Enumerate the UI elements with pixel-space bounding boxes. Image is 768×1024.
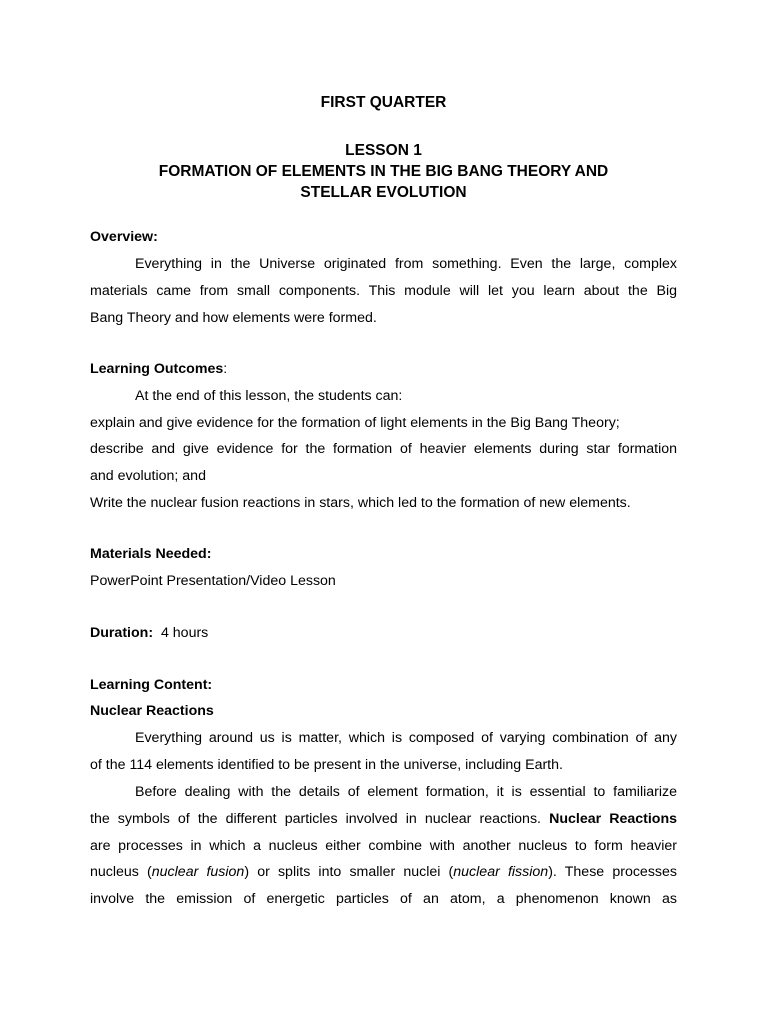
- nuclear-fission-term: nuclear fission: [453, 864, 549, 880]
- outcome-item-1: explain and give evidence for the formation of light elements in the Big Bang Theory;: [90, 415, 620, 431]
- materials-heading: Materials Needed:: [90, 546, 212, 562]
- lesson-title-line-2: STELLAR EVOLUTION: [300, 184, 467, 201]
- overview-heading: Overview:: [90, 229, 158, 245]
- content-p2-line-5: involve the emission of energetic particles of an atom, a phenomenon known as: [90, 891, 677, 907]
- outcomes-heading-colon: :: [223, 361, 228, 377]
- nuclear-fusion-term: nuclear fusion: [151, 864, 245, 880]
- outcome-item-3: Write the nuclear fusion reactions in stars, which led to the formation of new elements.: [90, 495, 631, 511]
- overview-line-3: Bang Theory and how elements were formed.: [90, 310, 377, 326]
- lesson-number: LESSON 1: [345, 142, 422, 159]
- content-p1-line-1: Everything around us is matter, which is composed of varying combination of any: [135, 730, 677, 746]
- nuclear-reactions-term: Nuclear Reactions: [549, 811, 678, 827]
- content-p2-line-1: Before dealing with the details of element formation, it is essential to familiarize: [135, 784, 677, 800]
- duration-row: [90, 623, 677, 643]
- lesson-title-line-1: FORMATION OF ELEMENTS IN THE BIG BANG THEORY AND: [158, 163, 609, 180]
- outcomes-intro: At the end of this lesson, the students can:: [135, 388, 403, 404]
- quarter-heading: FIRST QUARTER: [320, 94, 447, 111]
- content-p2-line-3: are processes in which a nucleus either combine with another nucleus to form heavier: [90, 838, 677, 854]
- outcome-item-2-line-2: and evolution; and: [90, 468, 206, 484]
- content-p2-line-2-text: the symbols of the different particles involved in nuclear reactions.: [90, 811, 550, 827]
- overview-line-1: Everything in the Universe originated from something. Even the large, complex: [135, 256, 677, 272]
- outcome-item-2-line-1: describe and give evidence for the formation of heavier elements during star formation: [90, 441, 677, 457]
- content-p2-line-4-c: ) or splits into smaller nuclei (: [244, 864, 454, 880]
- overview-line-2: materials came from small components. This module will let you learn about the Big: [90, 283, 677, 299]
- content-p2-line-2: [90, 809, 677, 829]
- duration-value: 4 hours: [160, 625, 209, 641]
- materials-value: PowerPoint Presentation/Video Lesson: [90, 573, 336, 589]
- content-p2-line-4: [90, 862, 677, 882]
- outcomes-heading-row: [90, 359, 677, 379]
- content-p1-line-2: of the 114 elements identified to be present in the universe, including Earth.: [90, 757, 563, 773]
- content-p2-line-4-e: ). These processes: [548, 864, 677, 880]
- content-p2-line-4-a: nucleus (: [90, 864, 152, 880]
- learning-content-heading: Learning Content:: [90, 677, 213, 693]
- duration-heading: Duration:: [90, 625, 154, 641]
- document-page: [90, 0, 677, 1024]
- outcomes-heading: Learning Outcomes: [90, 361, 224, 377]
- nuclear-reactions-subheading: Nuclear Reactions: [90, 703, 214, 719]
